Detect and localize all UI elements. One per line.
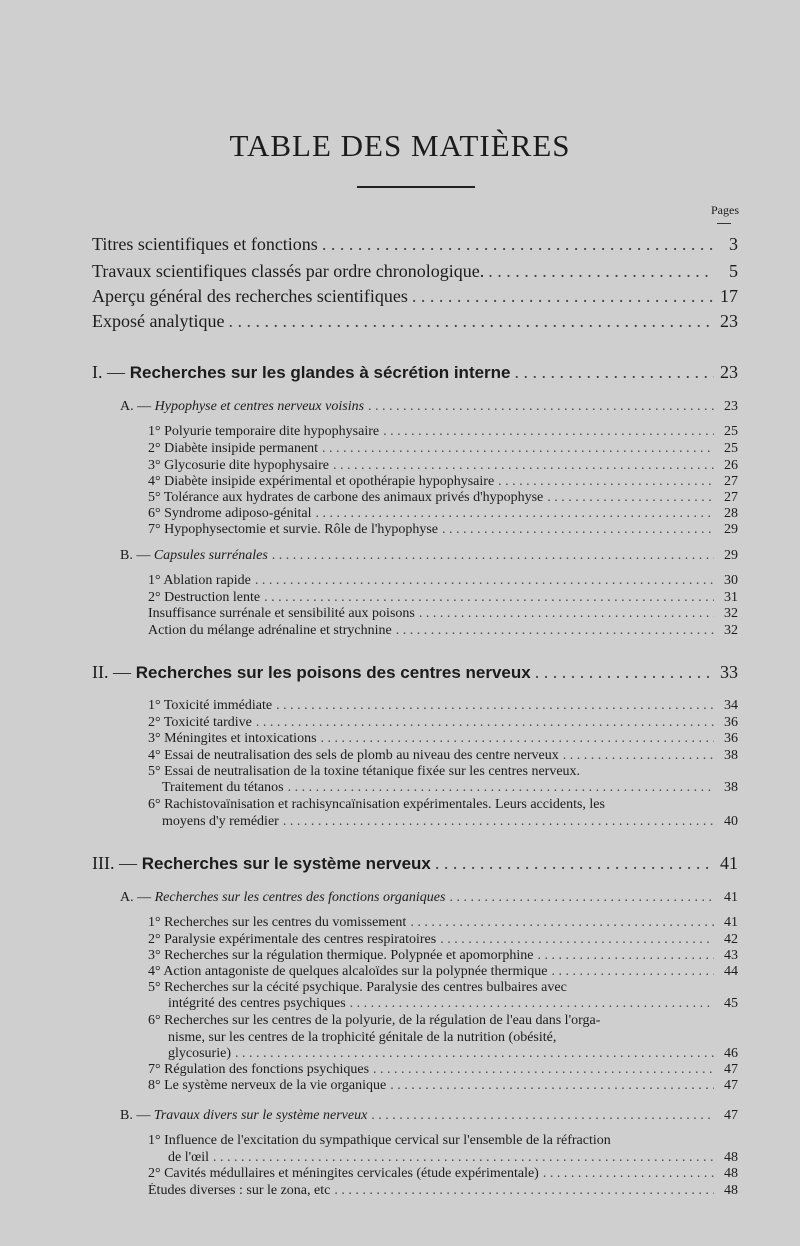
toc-item[interactable] (148, 698, 738, 714)
page-number: 23 (724, 399, 738, 414)
entry-text: A. — (120, 399, 152, 414)
entry-text: Recherches sur les glandes à sécrétion interne (129, 363, 511, 382)
subsection-heading[interactable] (120, 1108, 738, 1124)
page-number: 47 (724, 1078, 738, 1093)
dot-leader (346, 996, 714, 1012)
toc-item[interactable] (148, 474, 738, 490)
toc-item[interactable] (148, 573, 738, 589)
entry-text: 2° Destruction lente (148, 590, 261, 605)
entry-text: 3° Recherches sur la régulation thermique. Polypnée et apomorphine (148, 948, 534, 963)
page-number: 33 (720, 662, 738, 682)
dot-leader (279, 814, 714, 830)
entry-text: Recherches sur les centres des fonctions organiques (154, 890, 446, 905)
dot-leader (392, 623, 714, 639)
section-heading[interactable] (92, 662, 738, 683)
toc-item[interactable] (148, 1062, 738, 1078)
toc-item[interactable] (148, 458, 738, 474)
page-number: 48 (724, 1166, 738, 1181)
page-number: 27 (724, 490, 738, 505)
dot-leader (484, 261, 714, 282)
dot-leader (329, 458, 714, 474)
entry-text: Hypophyse et centres nerveux voisins (154, 399, 365, 414)
section-heading[interactable] (92, 853, 738, 874)
entry-text: Recherches sur les poisons des centres nerveux (135, 663, 531, 682)
entry-text: 2° Paralysie expérimentale des centres respiratoires (148, 932, 437, 947)
dot-leader (494, 474, 714, 490)
page-number: 41 (724, 915, 738, 930)
page-number: 23 (720, 362, 738, 382)
dot-leader (364, 399, 714, 415)
page-number: 25 (724, 441, 738, 456)
toc-item[interactable] (148, 424, 738, 440)
toc-item[interactable] (148, 1166, 738, 1182)
dot-leader (445, 890, 714, 906)
pages-column-header (700, 203, 750, 218)
dot-leader (272, 698, 714, 714)
entry-text: 6° Syndrome adiposo-génital (148, 506, 312, 521)
subsection-heading[interactable] (120, 399, 738, 415)
dot-leader (367, 1108, 714, 1124)
toc-item[interactable] (148, 441, 738, 457)
page-number: 38 (724, 748, 738, 763)
toc-item[interactable] (148, 948, 738, 964)
dot-leader (543, 490, 714, 506)
page-number: 5 (729, 261, 738, 281)
page-number: 43 (724, 948, 738, 963)
entry-text: Traitement du tétanos (162, 780, 284, 795)
dot-leader (251, 573, 714, 589)
entry-text: Études diverses : sur le zona, etc (148, 1183, 331, 1198)
entry-text: Exposé analytique (92, 311, 225, 331)
dot-leader (539, 1166, 714, 1182)
dot-leader (231, 1046, 714, 1062)
dot-leader (533, 948, 714, 964)
toc-item[interactable] (148, 964, 738, 980)
subsection-heading[interactable] (120, 548, 738, 564)
toc-item-line: 5° Essai de neutralisation de la toxine tétanique fixée sur les centres nerveux. (148, 764, 581, 779)
entry-text: 2° Cavités médullaires et méningites cervicales (étude expérimentale) (148, 1166, 539, 1181)
entry-text: Insuffisance surrénale et sensibilité aux poisons (148, 606, 415, 621)
page-number: 38 (724, 780, 738, 795)
dot-leader (318, 441, 714, 457)
page-number: 48 (724, 1150, 738, 1165)
toc-entry[interactable] (92, 234, 738, 255)
dot-leader (379, 424, 714, 440)
dot-leader (369, 1062, 714, 1078)
dot-leader (260, 590, 714, 606)
toc-item[interactable] (148, 715, 738, 731)
entry-text: 1° Polyurie temporaire dite hypophysaire (148, 424, 380, 439)
page-number: 17 (720, 286, 738, 306)
dot-leader (415, 606, 714, 622)
toc-item-line: 5° Recherches sur la cécité psychique. Paralysie des centres bulbaires avec (148, 980, 567, 995)
dot-leader (438, 522, 714, 538)
page-title: TABLE DES MATIÈRES (229, 128, 571, 163)
entry-text: 8° Le système nerveux de la vie organique (148, 1078, 387, 1093)
dot-leader (318, 234, 714, 255)
toc-item[interactable] (148, 1183, 738, 1199)
entry-text: Action du mélange adrénaline et strychnine (148, 623, 392, 638)
dot-leader (284, 780, 714, 796)
entry-text: glycosurie) (168, 1046, 231, 1061)
toc-item-line: nisme, sur les centres de la trophicité génitale de la nutrition (obésité, (168, 1030, 557, 1045)
page-number: 46 (724, 1046, 738, 1061)
entry-text: Travaux divers sur le système nerveux (153, 1108, 368, 1123)
entry-text: Travaux scientifiques classés par ordre chronologique. (92, 261, 485, 281)
entry-text: 7° Hypophysectomie et survie. Rôle de l'hypophyse (148, 522, 439, 537)
dot-leader (311, 506, 714, 522)
entry-text: B. — (120, 548, 151, 563)
dot-leader (330, 1183, 714, 1199)
page-number: 41 (720, 853, 738, 873)
entry-text: 5° Tolérance aux hydrates de carbone des animaux privés d'hypophyse (148, 490, 544, 505)
page-number: 36 (724, 715, 738, 730)
toc-entry[interactable] (92, 261, 738, 282)
title-rule (357, 186, 475, 188)
toc-item[interactable] (162, 814, 738, 830)
page-number: 48 (724, 1183, 738, 1198)
page-number: 3 (729, 234, 738, 254)
entry-text: 1° Ablation rapide (148, 573, 251, 588)
page-number: 45 (724, 996, 738, 1011)
entry-text: A. — (120, 890, 152, 905)
page-number: 47 (724, 1062, 738, 1077)
toc-item[interactable] (148, 748, 738, 764)
toc-entry[interactable] (92, 286, 738, 307)
page-number: 30 (724, 573, 738, 588)
entry-text: 2° Toxicité tardive (148, 715, 252, 730)
dot-leader (436, 932, 714, 948)
toc-item[interactable] (148, 731, 738, 747)
dot-leader (317, 731, 714, 747)
entry-text: 4° Diabète insipide expérimental et opothérapie hypophysaire (148, 474, 495, 489)
page-number: 32 (724, 623, 738, 638)
toc-item[interactable] (162, 780, 738, 796)
page-number: 34 (724, 698, 738, 713)
dot-leader (268, 548, 714, 564)
entry-text: moyens d'y remédier (162, 814, 279, 829)
toc-item[interactable] (148, 490, 738, 506)
toc-item[interactable] (168, 996, 738, 1012)
dot-leader (511, 362, 714, 383)
entry-text: 2° Diabète insipide permanent (148, 441, 319, 456)
page-number: 42 (724, 932, 738, 947)
entry-text: B. — (120, 1108, 151, 1123)
entry-text: 3° Glycosurie dite hypophysaire (148, 458, 329, 473)
page-number: 27 (724, 474, 738, 489)
toc-entry[interactable] (92, 311, 738, 332)
dot-leader (559, 748, 714, 764)
page-number: 23 (720, 311, 738, 331)
toc-item[interactable] (148, 606, 738, 622)
dot-leader (547, 964, 714, 980)
page-number: 29 (724, 548, 738, 563)
dot-leader (531, 662, 714, 683)
entry-text: 4° Essai de neutralisation des sels de plomb au niveau des centre nerveux (148, 748, 559, 763)
page-number: 36 (724, 731, 738, 746)
dot-leader (408, 286, 714, 307)
entry-text: 7° Régulation des fonctions psychiques (148, 1062, 370, 1077)
toc-item[interactable] (148, 932, 738, 948)
toc-item[interactable] (148, 623, 738, 639)
toc-item[interactable] (148, 1078, 738, 1094)
entry-text: Capsules surrénales (153, 548, 268, 563)
entry-text: 4° Action antagoniste de quelques alcaloïdes sur la polypnée thermique (148, 964, 548, 979)
toc-item[interactable] (148, 590, 738, 606)
entry-text: II. — (92, 662, 131, 682)
entry-text: Aperçu général des recherches scientifiques (92, 286, 408, 306)
entry-text: Recherches sur le système nerveux (141, 854, 431, 873)
page-number: 47 (724, 1108, 738, 1123)
subsection-heading[interactable] (120, 890, 738, 906)
entry-text: Titres scientifiques et fonctions (92, 234, 318, 254)
entry-text: 3° Méningites et intoxications (148, 731, 317, 746)
section-heading[interactable] (92, 362, 738, 383)
page-number: 44 (724, 964, 738, 979)
entry-text: intégrité des centres psychiques (168, 996, 346, 1011)
dot-leader (252, 715, 714, 731)
dot-leader (386, 1078, 714, 1094)
pages-label: Pages (711, 203, 739, 217)
entry-text: 1° Toxicité immédiate (148, 698, 273, 713)
pages-underline (717, 223, 731, 224)
page-number: 25 (724, 424, 738, 439)
toc-item[interactable] (148, 506, 738, 522)
page-number: 29 (724, 522, 738, 537)
entry-text: 1° Recherches sur les centres du vomissement (148, 915, 407, 930)
dot-leader (406, 915, 714, 931)
dot-leader (224, 311, 714, 332)
page-number: 31 (724, 590, 738, 605)
page-number: 26 (724, 458, 738, 473)
dot-leader (209, 1150, 714, 1166)
toc-item-line: 6° Recherches sur les centres de la polyurie, de la régulation de l'eau dans l'orga- (148, 1013, 601, 1028)
toc-item[interactable] (148, 522, 738, 538)
toc-item[interactable] (168, 1150, 738, 1166)
page-number: 40 (724, 814, 738, 829)
page-number: 41 (724, 890, 738, 905)
toc-item-line: 1° Influence de l'excitation du sympathique cervical sur l'ensemble de la réfraction (148, 1133, 611, 1148)
page-number: 28 (724, 506, 738, 521)
entry-text: III. — (92, 853, 137, 873)
dot-leader (431, 853, 714, 874)
entry-text: I. — (92, 362, 125, 382)
entry-text: de l'œil (168, 1150, 210, 1165)
toc-item-line: 6° Rachistovaïnisation et rachisyncaïnisation expérimentales. Leurs accidents, les (148, 797, 605, 812)
toc-item[interactable] (148, 915, 738, 931)
page-number: 32 (724, 606, 738, 621)
toc-item[interactable] (168, 1046, 738, 1062)
